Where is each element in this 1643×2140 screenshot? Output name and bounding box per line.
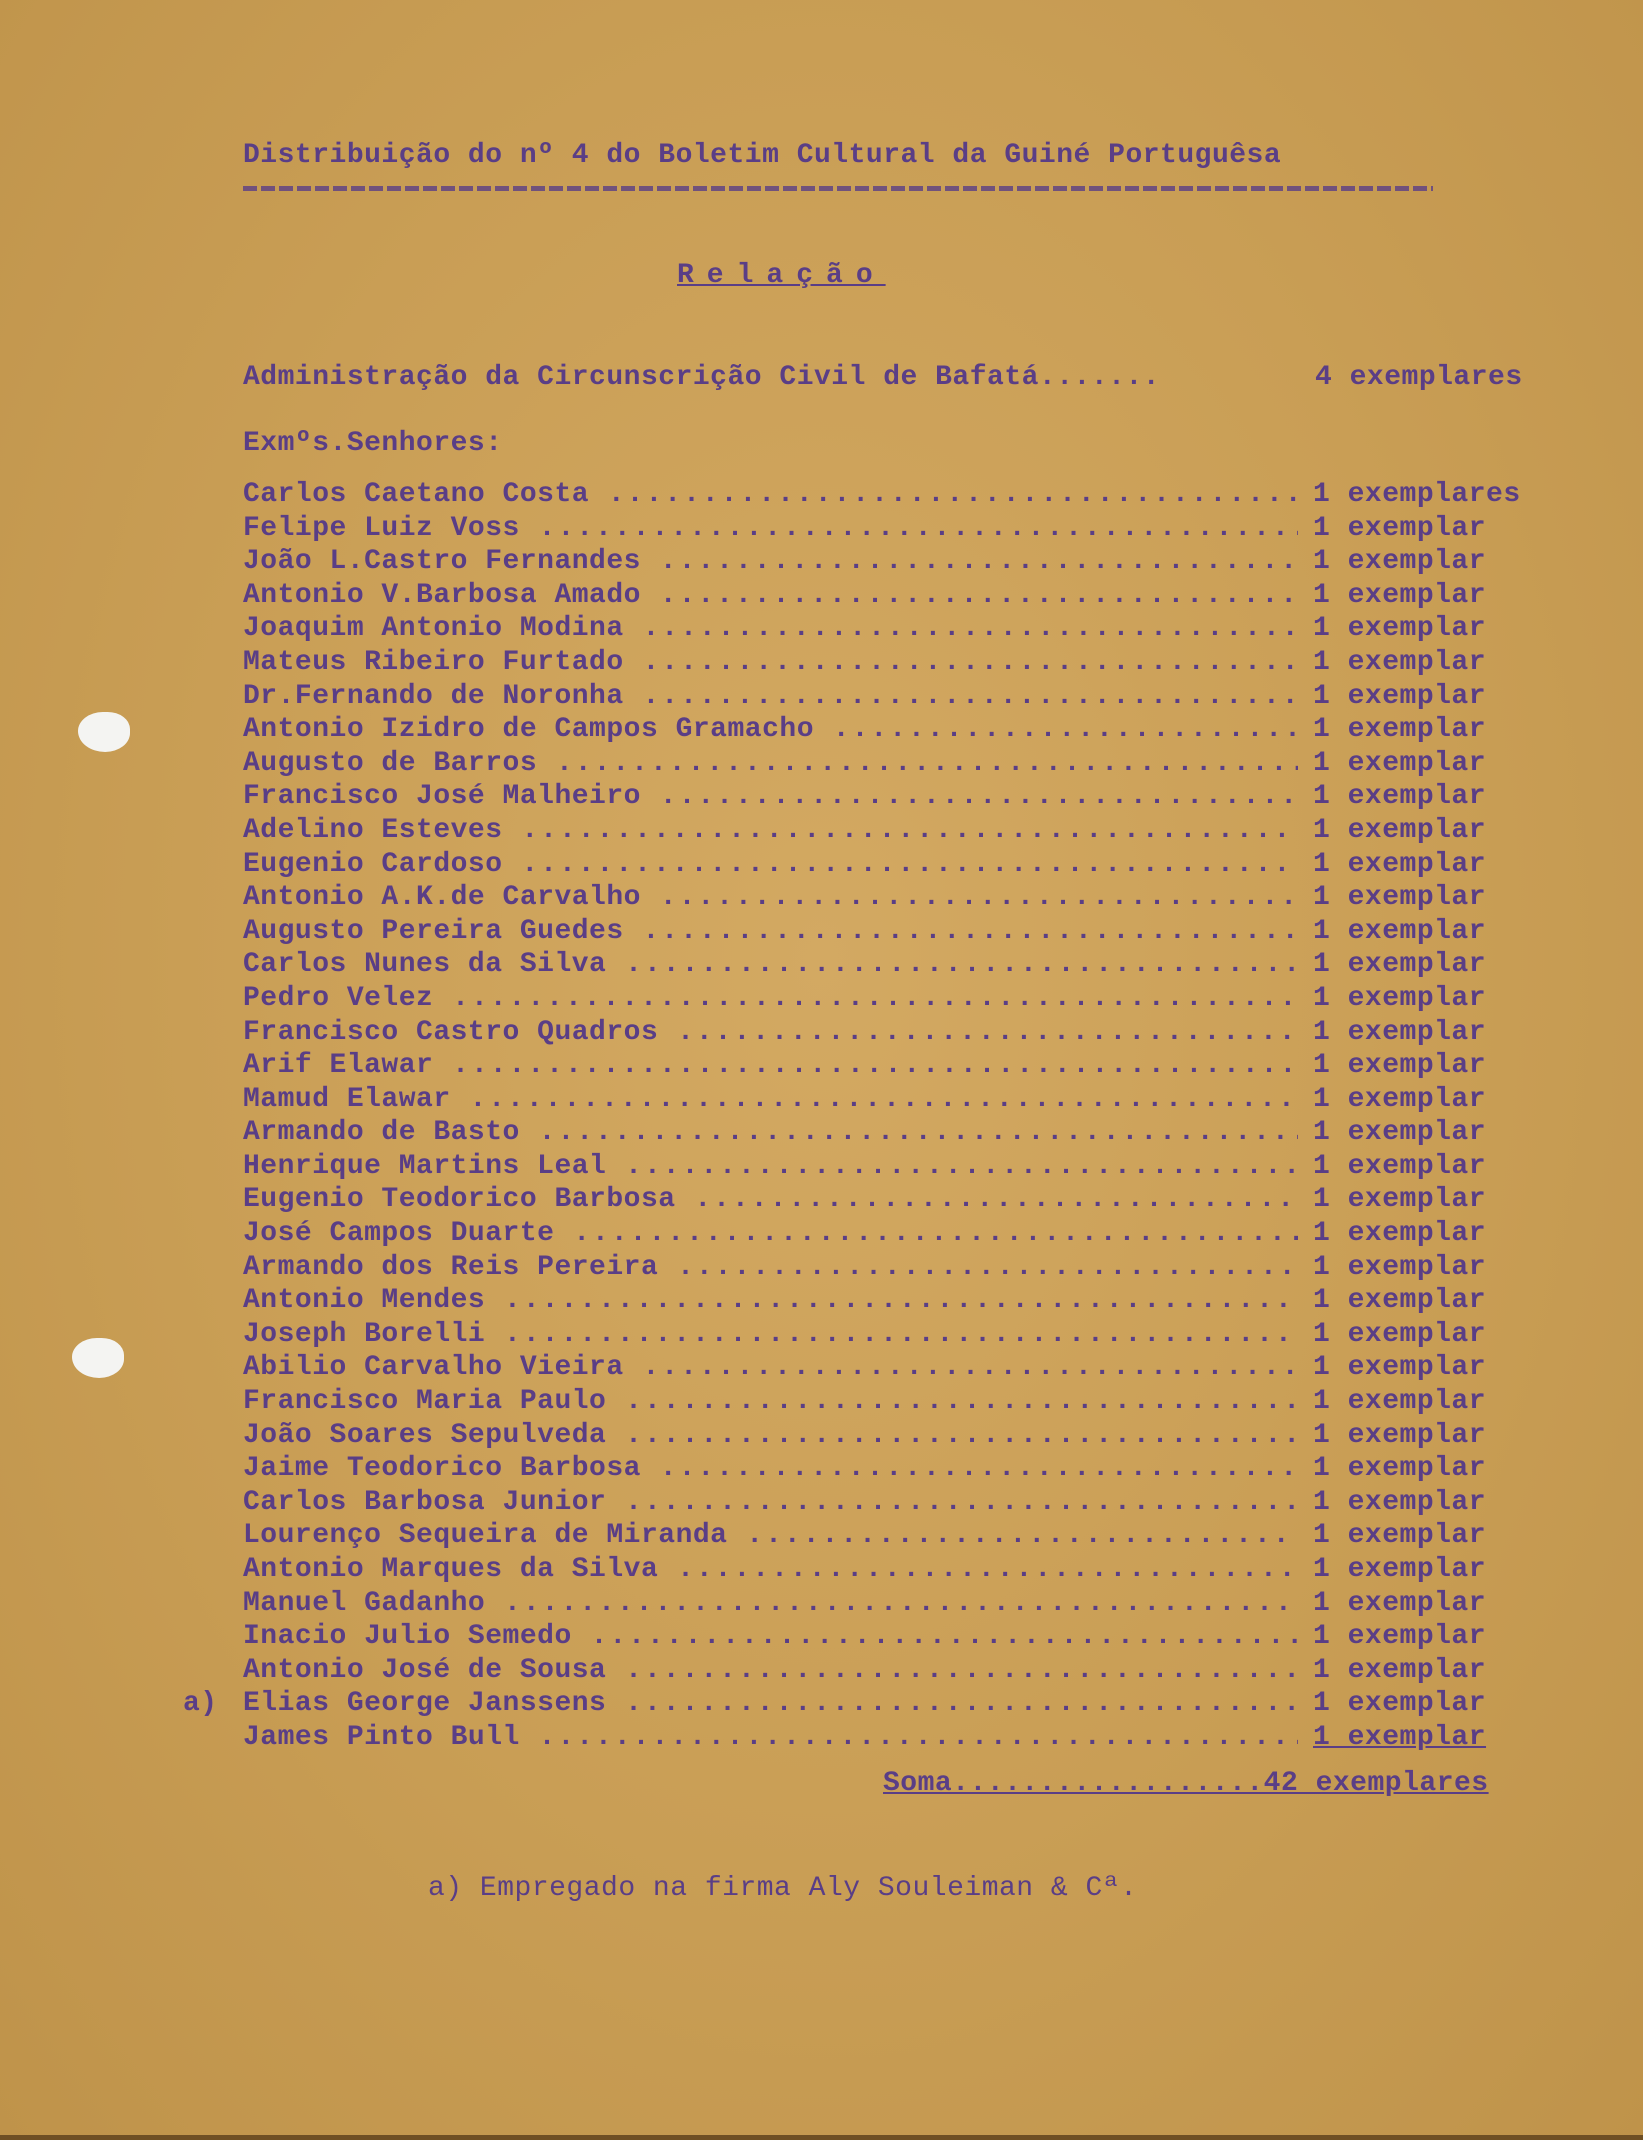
recipient-quantity: 1 exemplar xyxy=(1313,546,1487,578)
section-heading: Relação xyxy=(677,260,886,291)
recipient-name: Carlos Caetano Costa ..... xyxy=(243,478,1298,512)
recipient-list xyxy=(183,478,1543,1755)
recipient-quantity: 1 exemplar xyxy=(1313,1352,1487,1384)
list-item xyxy=(243,747,1543,781)
list-item xyxy=(243,1217,1543,1251)
recipient-name: Manuel Gadanho ..... xyxy=(243,1587,1298,1621)
recipient-quantity: 1 exemplar xyxy=(1313,949,1487,981)
recipient-name: Carlos Barbosa Junior ..... xyxy=(243,1486,1298,1520)
list-item xyxy=(243,1385,1543,1419)
recipient-name: Felipe Luiz Voss ..... xyxy=(243,512,1298,546)
recipient-quantity: 1 exemplar xyxy=(1313,1688,1487,1720)
list-item xyxy=(243,1016,1543,1050)
list-item xyxy=(243,1251,1543,1285)
recipient-name: Henrique Martins Leal ..... xyxy=(243,1150,1298,1184)
recipient-quantity: 1 exemplar xyxy=(1313,982,1487,1014)
recipient-name: Antonio José de Sousa ..... xyxy=(243,1654,1298,1688)
list-item xyxy=(243,982,1543,1016)
recipient-name: Antonio A.K.de Carvalho ..... xyxy=(243,881,1298,915)
recipient-quantity: 1 exemplar xyxy=(1313,1318,1487,1350)
document-title: Distribuição do nº 4 do Boletim Cultural da Guiné Portuguêsa xyxy=(243,140,1282,171)
administration-quantity: 4 exemplares xyxy=(1315,362,1523,393)
recipient-quantity: 1 exemplar xyxy=(1313,579,1487,611)
list-item xyxy=(243,1654,1543,1688)
list-item xyxy=(243,713,1543,747)
list-item xyxy=(243,1049,1543,1083)
list-item xyxy=(243,1452,1543,1486)
administration-label: Administração da Circunscrição Civil de Bafatá....... xyxy=(243,362,1161,393)
recipient-quantity: 1 exemplar xyxy=(1313,1016,1487,1048)
recipient-quantity: 1 exemplar xyxy=(1313,646,1487,678)
recipient-name: José Campos Duarte ..... xyxy=(243,1217,1298,1251)
recipient-name: Dr.Fernando de Noronha ..... xyxy=(243,680,1298,714)
recipient-name: Elias George Janssens ..... xyxy=(243,1687,1298,1721)
recipient-quantity: 1 exemplar xyxy=(1313,1520,1487,1552)
recipient-name: Francisco Castro Quadros ..... xyxy=(243,1016,1298,1050)
list-item xyxy=(243,1721,1543,1755)
list-item xyxy=(243,1116,1543,1150)
recipient-name: Joaquim Antonio Modina ..... xyxy=(243,612,1298,646)
recipient-quantity: 1 exemplar xyxy=(1313,848,1487,880)
recipient-quantity: 1 exemplar xyxy=(1313,1150,1487,1182)
recipient-name: Inacio Julio Semedo ..... xyxy=(243,1620,1298,1654)
recipient-quantity: 1 exemplar xyxy=(1313,1621,1487,1653)
recipient-quantity: 1 exemplar xyxy=(1313,1285,1487,1317)
list-item xyxy=(243,1183,1543,1217)
recipient-name: Abilio Carvalho Vieira ..... xyxy=(243,1351,1298,1385)
list-item xyxy=(243,881,1543,915)
recipient-quantity: 1 exemplar xyxy=(1313,512,1487,544)
recipient-name: Mateus Ribeiro Furtado ..... xyxy=(243,646,1298,680)
recipient-quantity: 1 exemplar xyxy=(1313,1251,1487,1283)
list-item xyxy=(243,780,1543,814)
list-item xyxy=(243,1419,1543,1453)
recipient-quantity: 1 exemplar xyxy=(1313,781,1487,813)
recipient-name: Adelino Esteves ..... xyxy=(243,814,1298,848)
recipient-quantity: 1 exemplar xyxy=(1313,1117,1487,1149)
total-line: Soma..................42 exemplares xyxy=(883,1768,1489,1799)
list-item xyxy=(243,1284,1543,1318)
list-item xyxy=(243,1553,1543,1587)
recipient-quantity: 1 exemplar xyxy=(1313,1184,1487,1216)
recipient-name: Carlos Nunes da Silva ..... xyxy=(243,948,1298,982)
list-item xyxy=(243,814,1543,848)
recipient-quantity: 1 exemplar xyxy=(1313,714,1487,746)
recipient-quantity: 1 exemplar xyxy=(1313,1486,1487,1518)
list-item xyxy=(243,848,1543,882)
recipient-quantity: 1 exemplar xyxy=(1313,1218,1487,1250)
punch-hole xyxy=(72,1338,124,1378)
list-item xyxy=(243,915,1543,949)
list-item xyxy=(243,1150,1543,1184)
recipient-quantity: 1 exemplar xyxy=(1313,1554,1487,1585)
recipient-name: Mamud Elawar ..... xyxy=(243,1083,1298,1117)
recipient-name: Augusto Pereira Guedes ..... xyxy=(243,915,1298,949)
recipient-quantity: 1 exemplar xyxy=(1313,747,1487,779)
recipient-name: Francisco Maria Paulo ..... xyxy=(243,1385,1298,1419)
recipient-name: João L.Castro Fernandes ..... xyxy=(243,545,1298,579)
recipient-quantity: 1 exemplar xyxy=(1313,1654,1487,1686)
list-item xyxy=(243,1083,1543,1117)
list-item xyxy=(243,1620,1543,1654)
recipient-quantity: 1 exemplar xyxy=(1313,1721,1487,1753)
recipient-name: Jaime Teodorico Barbosa ..... xyxy=(243,1452,1298,1486)
list-item xyxy=(243,680,1543,714)
recipient-quantity: 1 exemplar xyxy=(1313,680,1487,712)
recipient-name: Armando de Basto ..... xyxy=(243,1116,1298,1150)
recipient-name: Armando dos Reis Pereira ..... xyxy=(243,1251,1298,1285)
list-item xyxy=(243,1351,1543,1385)
recipient-quantity: 1 exemplar xyxy=(1313,814,1487,846)
list-item xyxy=(243,1318,1543,1352)
list-item xyxy=(243,478,1543,512)
recipient-name: Pedro Velez ..... xyxy=(243,982,1298,1016)
recipient-name: Antonio Izidro de Campos Gramacho ..... xyxy=(243,713,1298,747)
title-dashed-rule xyxy=(243,186,1433,191)
list-item xyxy=(243,612,1543,646)
list-item xyxy=(243,1587,1543,1621)
recipient-quantity: 1 exemplar xyxy=(1313,1587,1487,1619)
recipient-quantity: 1 exemplar xyxy=(1313,1083,1487,1115)
recipient-quantity: 1 exemplar xyxy=(1313,613,1487,645)
list-item xyxy=(243,512,1543,546)
salutation: Exmºs.Senhores: xyxy=(243,428,503,459)
list-item xyxy=(243,948,1543,982)
recipient-name: Antonio Mendes ..... xyxy=(243,1284,1298,1318)
recipient-name: Francisco José Malheiro ..... xyxy=(243,780,1298,814)
recipient-quantity: 1 exemplar xyxy=(1313,1050,1487,1082)
footnote-marker: a) xyxy=(183,1688,218,1720)
recipient-name: Eugenio Teodorico Barbosa ..... xyxy=(243,1183,1298,1217)
list-item xyxy=(183,1687,1543,1721)
recipient-quantity: 1 exemplar xyxy=(1313,1453,1487,1485)
recipient-name: Joseph Borelli ..... xyxy=(243,1318,1298,1352)
recipient-quantity: 1 exemplar xyxy=(1313,882,1487,914)
list-item xyxy=(243,545,1543,579)
recipient-name: Augusto de Barros ..... xyxy=(243,747,1298,781)
recipient-name: Antonio Marques da Silva ..... xyxy=(243,1553,1298,1587)
list-item xyxy=(243,1519,1543,1553)
list-item xyxy=(243,1486,1543,1520)
recipient-quantity: 1 exemplar xyxy=(1313,915,1487,947)
recipient-quantity: 1 exemplar xyxy=(1313,1386,1487,1418)
recipient-quantity: 1 exemplares xyxy=(1313,479,1521,510)
footnote: a) Empregado na firma Aly Souleiman & Cª. xyxy=(428,1873,1138,1904)
recipient-name: Antonio V.Barbosa Amado ..... xyxy=(243,579,1298,613)
recipient-name: João Soares Sepulveda ..... xyxy=(243,1419,1298,1453)
recipient-name: Arif Elawar ..... xyxy=(243,1049,1298,1083)
recipient-quantity: 1 exemplar xyxy=(1313,1419,1487,1451)
punch-hole xyxy=(78,712,130,752)
recipient-name: James Pinto Bull ..... xyxy=(243,1721,1298,1755)
recipient-name: Eugenio Cardoso ..... xyxy=(243,848,1298,882)
recipient-name: Lourenço Sequeira de Miranda ..... xyxy=(243,1519,1298,1553)
list-item xyxy=(243,579,1543,613)
list-item xyxy=(243,646,1543,680)
